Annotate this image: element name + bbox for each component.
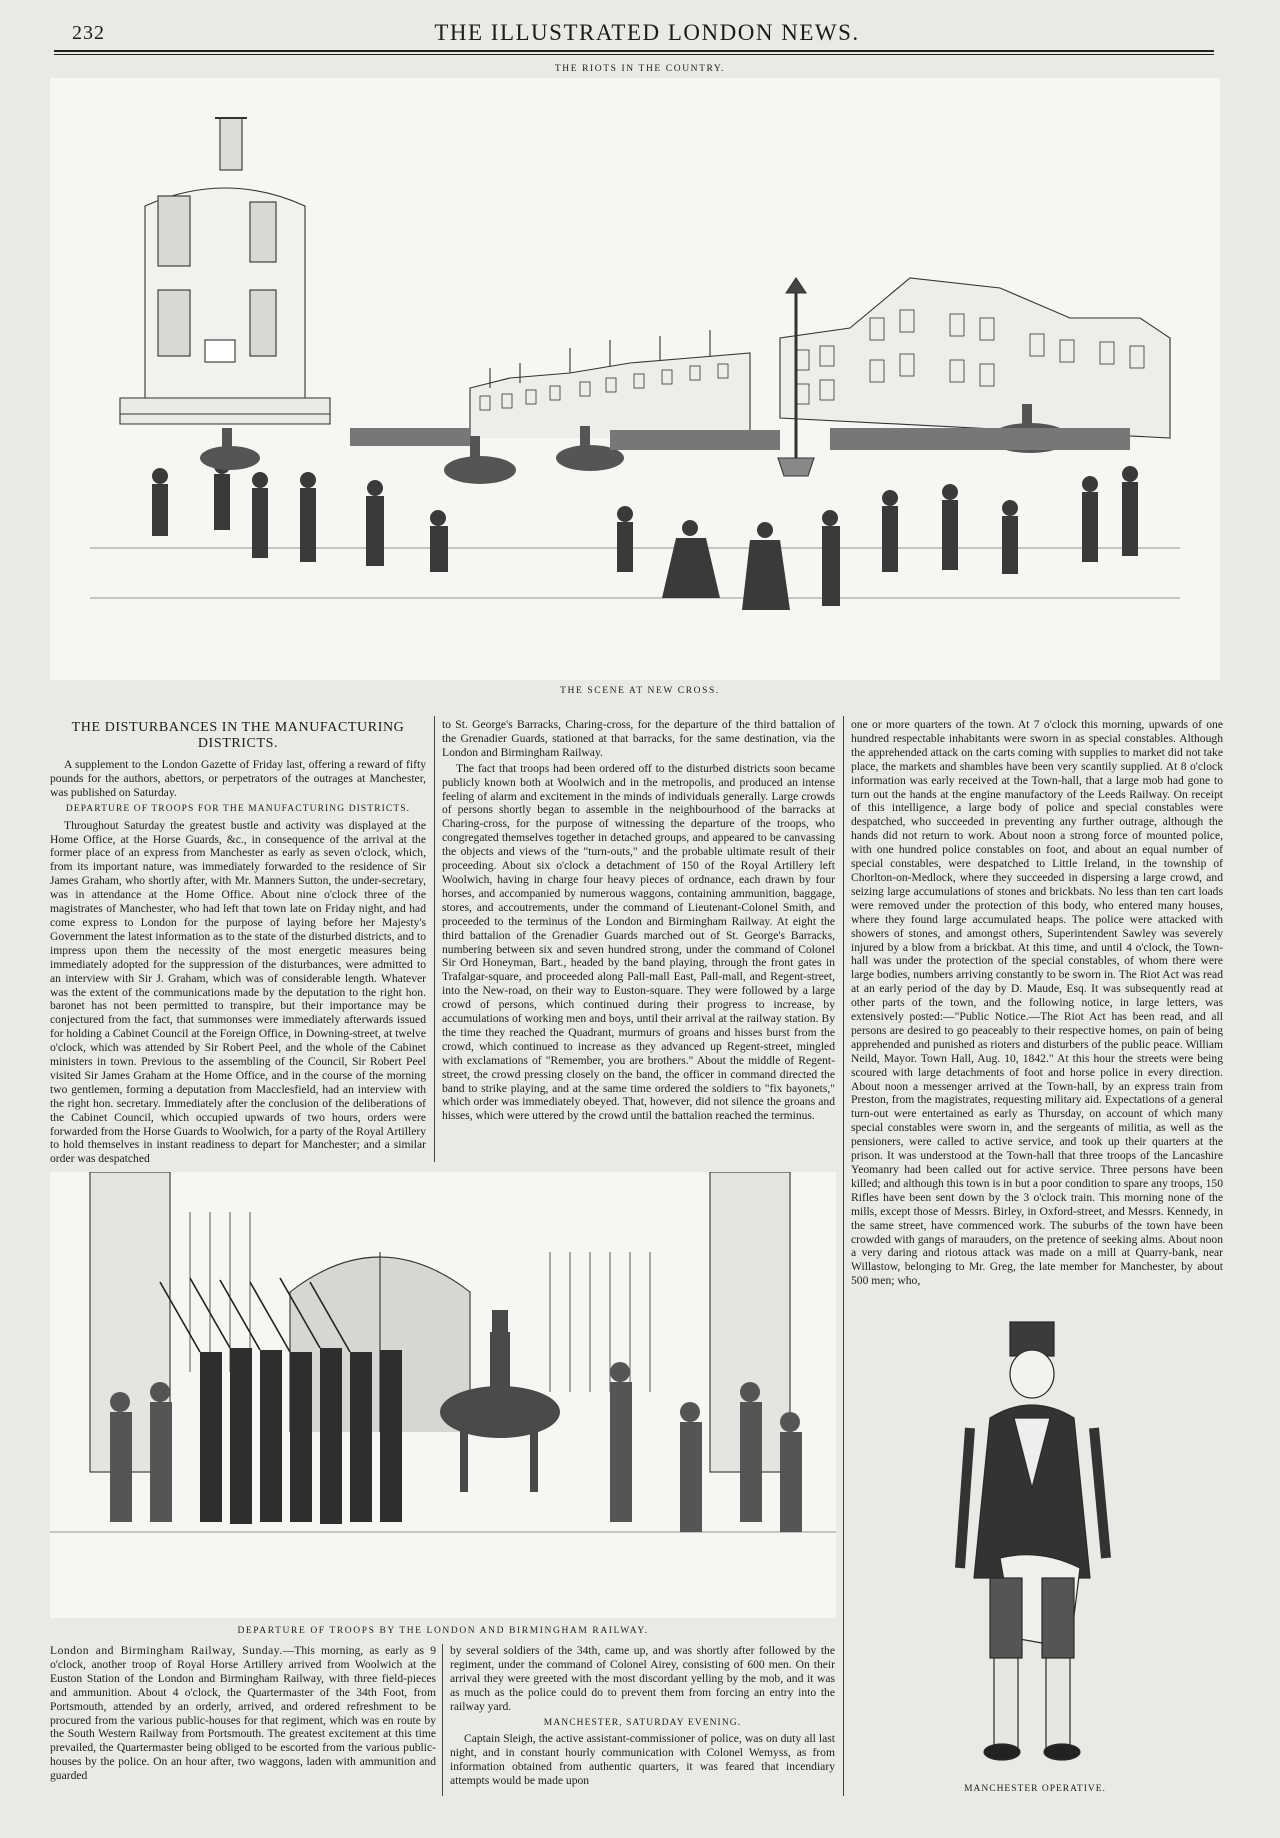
- masthead: THE ILLUSTRATED LONDON NEWS.: [434, 20, 860, 45]
- article-body-col3: one or more quarters of the town. At 7 o'clock this morning, upwards of one hundred respectable inhabitants were sworn in as special constables. Although the apprehended attack on the carts coming with supplies to market did not take place, the markets and shambles have been very scantily supplied. At 8 o'clock information was early received at the Town-hall, that a large mob had gone to turn out the hands at the engine manufactory of the Leeds Railway. On receipt of this intelligence, a large body of police and special constables were despatched, who succeeded in preventing any further outrage, although the hands did not return to work. About noon a strong force of mounted police, with one hundred police constables on foot, and about an equal number of special constables, were despatched to Little Ireland, in the township of Chorlton-on-Medlock, where they succeeded in dispersing a large crowd, and seizing large accumulations of stones and brickbats. No less than ten cart loads were removed under the protection of this body, who entered many houses, where they found large accumulated heaps. The police were attacked with showers of stones, and amongst others, Superintendent Sawley was severely injured by a blow from a brickbat. At this time, and until 4 o'clock, the Town-hall was under the protection of the special constables, of whom there were large bodies, numbers arriving constantly to be sworn in. The Riot Act was read at an early period of the day by D. Maude, Esq. It was subsequently read at other parts of the town, and the following notice, in large letters, was extensively posted:—"Public Notice.—The Riot Act has been read, and all persons are desired to go peaceably to their respective homes, on pain of being apprehended and punished as rioters and disturbers of the public peace. William Neild, Mayor. Town Hall, Aug. 10, 1842." At this hour the streets were being scoured with large detachments of foot and horse police in every direction. About noon a messenger arrived at the Town-hall, by an express train from Preston, from the magistrates, requesting military aid. Expectations of a general turn-out were entertained as early as Thursday, on account of which many special constables were sworn in, and the sergeants of militia, as well as the pensioners, were called to active service, and took up their quarters at the prison. It was understood at the Town-hall that three troops of the Lancashire Yeomanry had been called out for active service. Three persons have been killed; and although this town is in but a poor condition to spare any troops, 150 Rifles have been sent down by the 3 o'clock train. This morning none of the mills, except those of Messrs. Birley, in Oxford-street, and Messrs. Kennedy, in the same street, have commenced work. The suburbs of the town have been crowded with gangs of marauders, on the pretence of seeking alms. About noon a very daring and riotous attack was made on a mill at Quarry-bank, near Willastow, belonging to Mr. Greg, the late member for Manchester, by about 500 men; who,: [851, 718, 1223, 1288]
- engraving-new-cross: [50, 78, 1220, 680]
- article-bottom-col2-text2: Captain Sleigh, the active assistant-commissioner of police, was on duty all last night, and in constant hourly communication with Colonel Wemyss, as from information obtained from authentic quarters, it was feared that incendiary attempts would be made upon: [450, 1732, 835, 1788]
- engraving-manchester-operative: [930, 1318, 1140, 1778]
- article-body-col1: Throughout Saturday the greatest bustle and activity was displayed at the Home Office, at the Horse Guards, &c., in consequence of the arrival at the former place of an express from Manchester as early as seven o'clock, which, from its important nature, was immediately forwarded to the residence of Sir James Graham, who shortly after, with Mr. Manners Sutton, the under-secretary, was in attendance at the Home Office. About nine o'clock three of the magistrates of Manchester, who had left that town late on Friday night, and had come express to London for the purpose of laying before her Majesty's Government the latest information as to the state of the disturbed districts, and to impress upon them the necessity of the most energetic measures being immediately adopted for the suppression of the disturbances, were admitted to an interview with Sir J. Graham, which was of considerable length. Whatever was the extent of the communications made by the deputation to the right hon. baronet has not been permitted to transpire, but their importance may be conjectured from the fact, that summonses were immediately afterwards issued for holding a Cabinet Council at the Foreign Office, in Downing-street, at twelve o'clock, which was attended by Sir Robert Peel, and the whole of the Cabinet ministers in town. Previous to the assembling of the Council, Sir Robert Peel visited Sir James Graham at the Home Office, and in the course of the morning two gentlemen, forming a deputation from Macclesfield, had an interview with the right hon. secretary. Immediately after the conclusion of the deliberations of the Cabinet Council, which occupied upwards of two hours, orders were forwarded from the Horse Guards to Woolwich, for a party of the Royal Artillery to hold themselves in instant readiness to depart for Manchester; and a similar order was despatched: [50, 818, 426, 1166]
- article-lead: A supplement to the London Gazette of Friday last, offering a reward of fifty pounds for the authors, abettors, or perpetrators of the outrages at Manchester, was published on Saturday.: [50, 758, 426, 799]
- railway-sunday-text: —This morning, as early as 9 o'clock, another troop of Royal Horse Artillery arrived from Woolwich at the Euston Station of the London and Birmingham Railway, with three field-pieces and ammunition. About 4 o'clock, the Quartermaster of the 34th Foot, from Portsmouth, attended by an orderly, arrived, and ordered refreshment to be procured from the various public-houses for that regiment, which was en route by the South Western Railway from Portsmouth. The greatest excitement at this time prevailed, the Quartermaster being obliged to be escorted from the various public-houses by the police. On an hour after, two waggons, laden with ammunition and guarded: [50, 1644, 436, 1783]
- article-bottom-column-1: [50, 1644, 436, 1785]
- article-heading: THE DISTURBANCES IN THE MANUFACTURING DISTRICTS.: [71, 720, 405, 751]
- portrait-caption: MANCHESTER OPERATIVE.: [964, 1784, 1106, 1794]
- section-heading-departure: DEPARTURE OF TROOPS FOR THE MANUFACTURING DISTRICTS.: [65, 803, 411, 814]
- column-rule-1: [434, 716, 435, 1162]
- engraving-railway-departure: [50, 1172, 836, 1618]
- article-column-2: [442, 718, 835, 1125]
- column-rule-2: [843, 716, 844, 1796]
- top-plate-caption: THE SCENE AT NEW CROSS.: [560, 686, 720, 696]
- column-rule-bottom: [442, 1644, 443, 1796]
- article-column-3: [851, 718, 1223, 1290]
- railway-sunday-lead: London and Birmingham Railway, Sunday.: [50, 1644, 283, 1657]
- article-bottom-column-2: [450, 1644, 835, 1790]
- article-body-col2-p1: to St. George's Barracks, Charing-cross, for the departure of the third battalion of the Grenadier Guards, stationed at that barracks, for the same destination, via the London and Birmingham Railway.: [442, 718, 835, 759]
- railway-departure-illustration: [50, 1172, 836, 1618]
- riot-scene-illustration: [50, 78, 1220, 680]
- article-body-col2-p2: The fact that troops had been ordered off to the disturbed districts soon became publicly known both at Woolwich and in the metropolis, and produced an intense feeling of alarm and excitement in the minds of individuals generally. Large crowds of persons shortly began to assemble in the neighbourhood of the barracks at Charing-cross, for the purpose of witnessing the departure of the troops, who congregated themselves together in detached groups, and appeared to be canvassing the objects and views of the "turn-outs," and the probable ultimate result of their proceeding. About six o'clock a detachment of 150 of the Royal Artillery left Woolwich, having in charge four heavy pieces of ordnance, each drawn by four horses, and accompanied by numerous waggons, containing ammunition, baggage, stores, and accoutrements, under the command of Lieutenant-Colonel Smith, and proceeded to the terminus of the London and Birmingham Railway. At eight the third battalion of the Grenadier Guards marched out of St. George's Barracks, numbering between six and seven hundred strong, under the command of Colonel Sir Ord Honeyman, Bart., headed by the band playing, through the front gates in Trafalgar-square, and proceeded along Pall-mall East, Pall-mall, and Regent-street, into the New-road, on their way to Euston-square. They were followed by a large crowd of persons, which continued during their progress to increase, by accumulations of working men and boys, until their arrival at the railway station. By the time they reached the Quadrant, murmurs of groans and hisses burst from the crowd, which continued to increase as they advanced up Regent-street, mingled with exclamations of "Remember, you are brothers." About the middle of Regent-street, the crowd pressing closely on the band, the officer in command directed the band to strike playing, and at the same time ordered the soldiers to "fix bayonets," which order was immediately obeyed. That, however, did not silence the groans and hisses, which were uttered by the crowd until the battalion reached the terminus.: [442, 761, 835, 1123]
- article-column-1: [50, 716, 426, 1168]
- page-header: [72, 18, 1222, 48]
- header-rule: [54, 50, 1214, 55]
- bottom-left-plate-caption: DEPARTURE OF TROOPS BY THE LONDON AND BIRMINGHAM RAILWAY.: [237, 1626, 649, 1636]
- operative-portrait-illustration: [930, 1318, 1140, 1778]
- section-heading-manchester: MANCHESTER, SATURDAY EVENING.: [543, 1717, 742, 1728]
- page-number: 232: [72, 22, 105, 44]
- top-plate-title: THE RIOTS IN THE COUNTRY.: [554, 64, 726, 74]
- article-bottom-col2-text: by several soldiers of the 34th, came up, and was shortly after followed by the regiment, under the command of Colonel Airey, consisting of 600 men. On their arrival they were greeted with the most discordant yelling by the mob, and it was as much as the police could do to prevent them from forcing an entry into the railway yard.: [450, 1644, 835, 1713]
